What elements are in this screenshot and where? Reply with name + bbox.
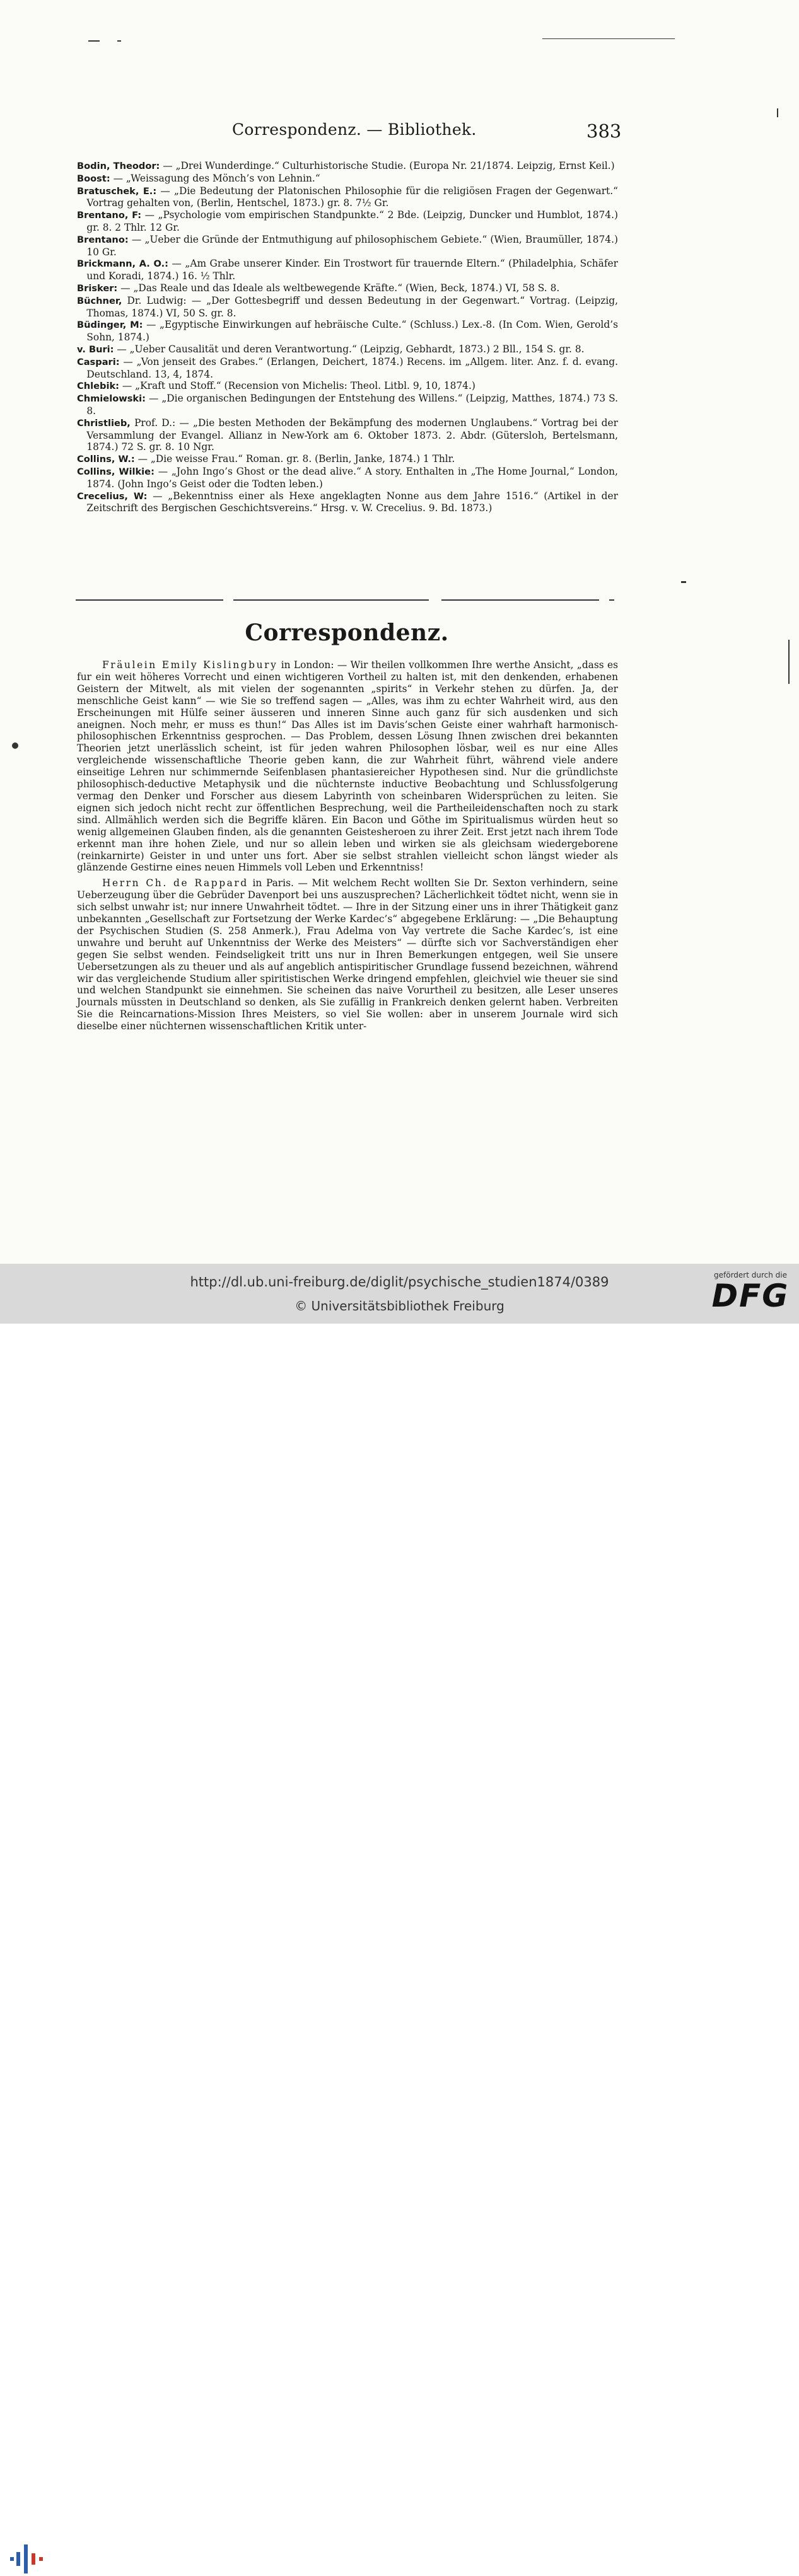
running-title: Correspondenz. — Bibliothek. <box>232 120 477 139</box>
bibliography-entry <box>77 344 618 356</box>
funder-label: gefördert durch die <box>714 1271 787 1279</box>
entry-author: Bodin, Theodor: <box>77 161 160 171</box>
funder-block <box>706 1271 795 1312</box>
bibliography-entry <box>77 185 618 210</box>
correspondence-body <box>77 659 618 1036</box>
addressee: Herrn Ch. de Rappard <box>102 877 248 889</box>
entry-text: — „Bekenntniss einer als Hexe angeklagten Nonne aus dem Jahre 1516.“ (Artikel in der Zeitschrift des Bergischen Geschichtsvereins.“ Hrsg. v. W. Crecelius. 9. Bd. 1873.) <box>86 490 618 514</box>
bibliography-entry <box>77 209 618 234</box>
entry-text: — „Ueber Causalität und deren Verantwortung.“ (Leipzig, Gebhardt, 1873.) 2 Bll., 154 S. gr. 8. <box>114 343 585 355</box>
bibliography-entry <box>77 282 618 295</box>
entry-text: — „Die Bedeutung der Platonischen Philosophie für die religiösen Fragen der Gegenwart.“ Vortrag gehalten von, (Berlin, Hentschel, 1873.) gr. 8. 7½ Gr. <box>86 185 618 209</box>
permalink-url[interactable]: http://dl.ub.uni-freiburg.de/diglit/psychische_studien1874/0389 <box>190 1274 609 1290</box>
entry-text: — „Das Reale und das Ideale als weltbewegende Kräfte.“ (Wien, Beck, 1874.) VI, 58 S. 8. <box>117 282 560 294</box>
entry-text: — „Drei Wunderdinge.“ Culturhistorische Studie. (Europa Nr. 21/1874. Leipzig, Ernst Keil.) <box>160 160 615 171</box>
library-logo-icon <box>6 2538 50 2576</box>
entry-author: Brentano, F: <box>77 210 142 221</box>
correspondence-paragraph <box>77 659 618 874</box>
scan-mark <box>542 38 675 39</box>
scan-mark <box>12 742 18 749</box>
bibliography-entry <box>77 160 618 173</box>
bibliography-entry <box>77 453 618 466</box>
entry-text: — „Kraft und Stoff.“ (Recension von Michelis: Theol. Litbl. 9, 10, 1874.) <box>119 380 475 392</box>
correspondence-paragraph <box>77 877 618 1032</box>
entry-author: Caspari: <box>77 356 120 367</box>
entry-author: Brickmann, A. O.: <box>77 258 168 270</box>
entry-author: Brentano: <box>77 234 129 245</box>
scanned-page <box>0 0 799 1264</box>
entry-text: — „John Ingo’s Ghost or the dead alive.“ A story. Enthalten in „The Home Journal,“ London, 1874. (John Ingo’s Geist oder die Todten leben.) <box>86 465 618 490</box>
entry-author: Collins, W.: <box>77 454 135 465</box>
entry-text: — „Die weisse Frau.“ Roman. gr. 8. (Berlin, Janke, 1874.) 1 Thlr. <box>134 453 455 465</box>
dfg-logo-icon: DFG <box>711 1278 790 1314</box>
bibliography-entry <box>77 393 618 417</box>
entry-author: Büdinger, M: <box>77 320 143 331</box>
scan-mark <box>117 40 121 42</box>
entry-text: — „Die organischen Bedingungen der Entstehung des Willens.“ (Leipzig, Matthes, 1874.) 73 S. 8. <box>86 393 618 417</box>
paragraph-text: in Paris. — Mit welchem Recht wollten Sie Dr. Sexton verhindern, seine Ueberzeugung über die Gebrüder Davenport bei uns auszusprechen? Lächerlichkeit tödtet nicht, wenn sie in sich selbst unwahr ist; nur innere Unwahrheit tödtet. — Ihre in der Sitzung einer uns in ihrer Thätigkeit ganz unbekannten „Gesellschaft zur Fortsetzung der Werke Kardec’s“ abgegebene Erklärung: — „Die Behauptung der Psychischen Studien (S. 258 Anmerk.), Frau Adelma von Vay vertrete die Sache Kardec’s, ist eine unwahre und beruht auf Unkenntniss der Werke des Meisters“ — dürfte sich vor Sachverständigen eher gegen Sie selbst wenden. Feindseligkeit tritt uns nur in Ihren Bemerkungen entgegen, weil Sie unsere Uebersetzungen als zu theuer und als auf angeblich antispiritischer Grundlage fussend bezeichnen, während wir das vergleichende Studium aller spiritistischen Werke dringend empfehlen, gleichviel wie theuer sie sind und welchen Standpunkt sie einnehmen. Sie scheinen das naive Vorurtheil zu besitzen, alle Leser unseres Journals müssten in Deutschland so denken, als Sie zufällig in Frankreich denken gelernt haben. Verbreiten Sie die Reincarnations-Mission Ihres Meisters, so viel Sie wollen: aber in unserem Journale wird sich dieselbe einer nüchternen wissenschaftlichen Kritik unter- <box>77 877 618 1032</box>
viewer-footer <box>0 1264 799 1324</box>
bibliography-entry <box>77 295 618 320</box>
entry-author: Boost: <box>77 173 110 184</box>
bibliography-entry <box>77 466 618 490</box>
bibliography-entry <box>77 417 618 453</box>
copyright-notice: © Universitätsbibliothek Freiburg <box>295 1298 504 1314</box>
entry-text: — „Psychologie vom empirischen Standpunkte.“ 2 Bde. (Leipzig, Duncker und Humblot, 1874.) gr. 8. 2 Thlr. 12 Gr. <box>86 209 618 233</box>
entry-author: Chmielowski: <box>77 393 146 405</box>
scan-mark <box>681 581 686 583</box>
entry-text: — „Weissagung des Mönch’s von Lehnin.“ <box>110 172 320 184</box>
addressee: Fräulein Emily Kislingbury <box>102 659 278 671</box>
entry-author: Christlieb, <box>77 417 131 429</box>
entry-text: — „Von jenseit des Grabes.“ (Erlangen, Deichert, 1874.) Recens. im „Allgem. liter. Anz. f. d. evang. Deutschland. 13, 4, 1874. <box>86 355 618 380</box>
scan-mark <box>88 40 100 42</box>
entry-author: Crecelius, W: <box>77 490 148 502</box>
entry-text: Dr. Ludwig: — „Der Gottesbegriff und dessen Bedeutung in der Gegenwart.“ Vortrag. (Leipzig, Thomas, 1874.) VI, 50 S. gr. 8. <box>86 294 618 319</box>
entry-author: Büchner, <box>77 295 122 306</box>
bibliography-entry <box>77 234 618 258</box>
entry-text: — „Egyptische Einwirkungen auf hebräische Culte.“ (Schluss.) Lex.-8. (In Com. Wien, Gerold’s Sohn, 1874.) <box>86 319 618 344</box>
paragraph-text: in London: — Wir theilen vollkommen Ihre werthe Ansicht, „dass es fur ein weit höheres Vorrecht und einen wichtigeren Vortheil zu halten ist, mit den denkenden, erhabenen Geistern der Mitwelt, als mit vielen der sogenannten „spirits“ in Verkehr stehen zu dürfen. Ja, der menschliche Geist kann“ — wie Sie so treffend sagen — „Alles, was ihm zu echter Wahrheit wird, aus den Erscheinungen mit Hülfe seiner äusseren und inneren Sinne auch ganz für sich ausdenken und sich aneignen. Noch mehr, er muss es thun!“ Das Alles ist im Davis’schen Geiste einer wahrhaft harmonisch-philosophischen Erkenntniss gesprochen. — Das Problem, dessen Lösung Ihnen zwischen drei bekannten Theorien jetzt unerlässlich scheint, ist für jeden wahren Philosophen lösbar, weil es nur eine Alles vergleichende wissenschaftliche Theorie geben kann, die zur Wahrheit führt, während viele andere einseitige Lehren nur schimmernde Seifenblasen phantasiereicher Hypothesen sind. Nur die gründlichste philosophisch-deductive Metaphysik und die nüchternste inductive Beobachtung und Schlussfolgerung vermag den Denker und Forscher aus diesem Labyrinth von scheinbaren Widersprüchen zu leiten. Sie eignen sich jedoch nicht recht zur öffentlichen Besprechung, weil die Partheileidenschaften noch zu stark sind. Allmählich werden sich die Begriffe klären. Ein Bacon und Göthe im Spiritualismus würden heut so wenig allgemeinen Glauben finden, als die genannten Geistesheroen zu ihrer Zeit. Erst jetzt nach ihrem Tode erkennt man ihre hohen Ziele, und nur so allein leben und wirken sie als gleichsam wiedergeborene (reinkarnirte) Geister in und unter uns fort. Aber sie selbst strahlen vielleicht schon längst wieder als glänzende Gestirne eines neuen Himmels voll Leben und Erkenntniss! <box>77 659 618 874</box>
entry-author: Chlebik: <box>77 381 119 392</box>
bibliography-entry <box>77 356 618 381</box>
bibliography-entry <box>77 380 618 393</box>
section-title: Correspondenz. <box>245 620 449 646</box>
entry-author: v. Buri: <box>77 344 114 355</box>
entry-author: Collins, Wilkie: <box>77 466 155 477</box>
scan-mark <box>777 108 778 117</box>
entry-text: — „Ueber die Gründe der Entmuthigung auf philosophischem Gebiete.“ (Wien, Braumüller, 1874.) 10 Gr. <box>86 233 618 258</box>
scan-mark <box>788 640 790 684</box>
bibliography-entry <box>77 258 618 282</box>
entry-author: Brisker: <box>77 282 118 294</box>
section-divider <box>76 599 614 601</box>
entry-text: Prof. D.: — „Die besten Methoden der Bekämpfung des modernen Unglaubens.“ Vortrag bei der Versammlung der Evangel. Allianz in New-York am 6. Oktober 1873. 2. Abdr. (Gütersloh, Bertelsmann, 1874.) 72 S. gr. 8. 10 Ngr. <box>86 417 618 453</box>
entry-author: Bratuschek, E.: <box>77 185 157 197</box>
entry-text: — „Am Grabe unserer Kinder. Ein Trostwort für trauernde Eltern.“ (Philadelphia, Schäfer und Koradi, 1874.) 16. ½ Thlr. <box>86 258 619 282</box>
page-number: 383 <box>586 120 622 142</box>
bibliography-list <box>77 160 618 514</box>
bibliography-entry <box>77 173 618 185</box>
bibliography-entry <box>77 319 618 344</box>
bibliography-entry <box>77 490 618 515</box>
